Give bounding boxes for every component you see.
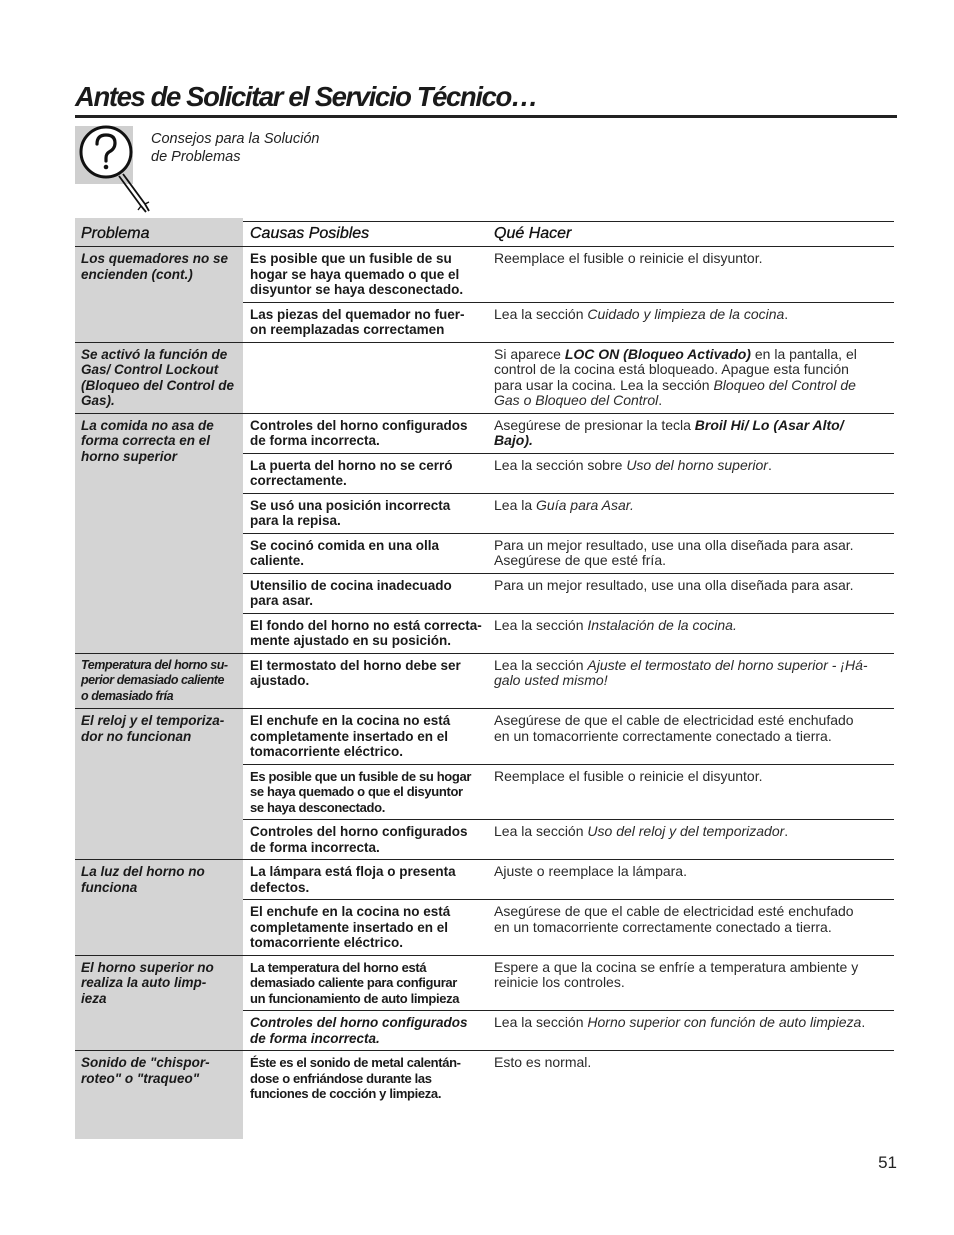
action-cell — [488, 765, 894, 820]
action-cell — [488, 614, 894, 653]
problem-text: funciona — [81, 879, 138, 895]
cause-text: se haya desconectado. — [250, 799, 385, 815]
action-cell — [488, 709, 894, 764]
cause-text: La lámpara está floja o presenta — [250, 864, 456, 879]
action-reference: Instalación de la cocina. — [587, 616, 737, 633]
action-text: Lea la — [494, 496, 537, 513]
troubleshooting-table — [75, 221, 894, 1106]
cause-text: La puerta del horno no se cerró — [250, 457, 453, 473]
action-cell — [488, 860, 894, 899]
action-text: Asegúrese de presionar la tecla — [494, 416, 695, 433]
cause-text: de forma incorrecta. — [250, 1030, 380, 1046]
problem-text: perior demasiado caliente — [81, 673, 224, 687]
cause-cell — [243, 900, 488, 955]
action-emphasis: Bajo). — [494, 432, 533, 448]
problem-text: o demasiado fría — [81, 688, 174, 703]
problem-cell — [75, 1051, 243, 1106]
action-text: Reemplace el fusible o reinicie el disyuntor. — [494, 767, 763, 784]
cause-cell — [243, 414, 488, 453]
action-line — [494, 729, 892, 745]
action-emphasis: LOC ON (Bloqueo Activado) — [564, 345, 751, 362]
problem-text: Se activó la función de — [81, 346, 228, 362]
problem-text: encienden (cont.) — [81, 266, 193, 282]
cause-text: El enchufe en la cocina no está — [250, 904, 451, 919]
cause-cell — [243, 574, 488, 613]
solution-row — [243, 900, 894, 955]
action-text: en la pantalla, el — [750, 345, 857, 362]
cause-cell — [243, 765, 488, 820]
solution-row — [243, 709, 894, 765]
solution-row — [243, 614, 894, 653]
subtitle-line: Consejos para la Solución — [151, 131, 320, 147]
cause-text: Es posible que un fusible de su hogar — [250, 768, 472, 784]
action-text: control de la cocina está bloqueado. Apague esta función — [494, 361, 849, 377]
cause-cell — [243, 820, 488, 859]
action-text: Para un mejor resultado, use una olla diseñada para asar. — [494, 576, 854, 593]
cause-text: se haya quemado o que el disyuntor — [250, 784, 463, 799]
solution-row — [243, 414, 894, 454]
problem-cell — [75, 247, 243, 342]
action-reference: galo usted mismo! — [494, 672, 608, 688]
action-text: Lea la sección — [494, 1014, 588, 1030]
cause-text: Controles del horno configurados — [250, 1015, 468, 1030]
problem-group — [75, 654, 894, 710]
action-line — [494, 362, 892, 378]
action-text: . — [658, 392, 663, 408]
solutions-list — [243, 956, 894, 1051]
action-cell — [488, 654, 894, 709]
problem-text: horno superior — [81, 448, 178, 464]
action-text: reinicie los controles. — [494, 974, 625, 990]
action-line — [494, 658, 892, 674]
action-text: . — [861, 1014, 866, 1030]
action-text: Lea la sección — [494, 656, 588, 673]
cause-cell — [243, 303, 488, 342]
problem-text: forma correcta en el — [81, 433, 211, 448]
cause-text: para la repisa. — [250, 513, 341, 528]
action-cell — [488, 343, 894, 413]
problem-text: Gas). — [81, 393, 115, 408]
action-reference: Horno superior con función de auto limpieza — [587, 1014, 862, 1030]
cause-text: Se cocinó comida en una olla — [250, 537, 440, 553]
solution-row — [243, 494, 894, 534]
problem-group — [75, 860, 894, 956]
action-line — [494, 498, 892, 514]
action-line — [494, 578, 892, 594]
cause-text: Es posible que un fusible de su — [250, 251, 452, 266]
cause-text: dose o enfriándose durante las — [250, 1070, 432, 1086]
cause-cell — [243, 247, 488, 302]
action-line — [494, 347, 892, 363]
solution-row — [243, 534, 894, 574]
action-text: Lea la sección — [494, 305, 588, 322]
problem-group — [75, 343, 894, 414]
action-line — [494, 538, 892, 554]
cause-text: caliente. — [250, 553, 305, 568]
action-reference: Bloqueo del Control de — [713, 376, 856, 393]
action-emphasis: Broil Hi/ Lo (Asar Alto/ — [694, 416, 844, 433]
action-reference: Guía para Asar. — [536, 496, 634, 513]
action-reference: Uso del reloj y del temporizador — [587, 823, 785, 839]
action-text: Si aparece — [494, 345, 565, 362]
action-text: . — [784, 305, 789, 322]
problem-text: Gas/ Control Lockout — [81, 362, 219, 377]
action-line — [494, 864, 892, 880]
solutions-list — [243, 860, 894, 955]
cause-text: completamente insertado en el — [250, 919, 449, 935]
problem-text: Sonido de "chispor- — [81, 1055, 210, 1070]
title-divider — [75, 115, 897, 118]
action-text: . — [767, 456, 772, 473]
action-cell — [488, 1051, 894, 1106]
column-header-causes: Causas Posibles — [243, 221, 488, 246]
cause-text: El enchufe en la cocina no está — [250, 713, 451, 728]
question-magnifier-icon — [75, 124, 155, 216]
problem-cell — [75, 709, 243, 859]
solution-row — [243, 247, 894, 303]
cause-text: Se usó una posición incorrecta — [250, 497, 451, 513]
action-line — [494, 307, 892, 323]
solution-row — [243, 820, 894, 859]
problem-cell — [75, 343, 243, 413]
solution-row — [243, 860, 894, 900]
action-line — [494, 418, 892, 434]
cause-text: Controles del horno configurados — [250, 417, 468, 433]
problem-text: (Bloqueo del Control de — [81, 377, 234, 393]
cause-cell — [243, 860, 488, 899]
cause-text: La temperatura del horno está — [250, 959, 427, 975]
action-text: Asegúrese de que esté fría. — [494, 552, 666, 568]
cause-text: de forma incorrecta. — [250, 839, 380, 855]
solution-row — [243, 303, 894, 342]
action-line — [494, 960, 892, 976]
cause-text: funciones de cocción y limpieza. — [250, 1086, 442, 1101]
action-line — [494, 251, 892, 267]
cause-cell — [243, 654, 488, 709]
solution-row — [243, 1051, 894, 1106]
action-text: para usar la cocina. Lea la sección — [494, 376, 714, 393]
problem-cell — [75, 860, 243, 955]
action-reference: Ajuste el termostato del horno superior - ¡Há- — [587, 656, 868, 673]
solutions-list — [243, 343, 894, 413]
problem-text: Temperatura del horno su- — [81, 657, 228, 672]
action-text: Para un mejor resultado, use una olla diseñada para asar. — [494, 536, 854, 553]
action-text: Lea la sección — [494, 616, 588, 633]
action-cell — [488, 303, 894, 342]
cause-text: ajustado. — [250, 673, 310, 688]
problem-text: La comida no asa de — [81, 417, 214, 433]
solutions-list — [243, 1051, 894, 1106]
action-reference: Cuidado y limpieza de la cocina — [587, 305, 785, 322]
action-line — [494, 433, 892, 449]
cause-text: Éste es el sonido de metal calentán- — [250, 1055, 461, 1070]
cause-text: completamente insertado en el — [250, 728, 449, 744]
solution-row — [243, 574, 894, 614]
cause-text: defectos. — [250, 879, 310, 895]
action-cell — [488, 534, 894, 573]
cause-text: tomacorriente eléctrico. — [250, 744, 404, 759]
action-line — [494, 904, 892, 920]
action-text: Espere a que la cocina se enfríe a temperatura ambiente y — [494, 958, 859, 975]
action-line — [494, 975, 892, 991]
action-text: Asegúrese de que el cable de electricidad esté enchufado — [494, 712, 854, 728]
problem-text: ieza — [81, 990, 107, 1006]
cause-cell — [243, 1011, 488, 1050]
action-cell — [488, 414, 894, 453]
problem-text: Los quemadores no se — [81, 251, 229, 266]
subtitle-line: de Problemas — [151, 149, 241, 165]
solution-row — [243, 343, 894, 413]
cause-text: para asar. — [250, 593, 314, 608]
column-header-problem: Problema — [81, 225, 150, 242]
cause-cell — [243, 1051, 488, 1106]
cause-text: disyuntor se haya desconectado. — [250, 282, 464, 297]
cause-cell — [243, 494, 488, 533]
solution-row — [243, 654, 894, 709]
solutions-list — [243, 247, 894, 342]
cause-cell — [243, 614, 488, 653]
problem-cell — [75, 414, 243, 653]
cause-text: Las piezas del quemador no fuer- — [250, 306, 465, 322]
solution-row — [243, 1011, 894, 1050]
action-line — [494, 393, 892, 409]
action-text: Esto es normal. — [494, 1054, 592, 1070]
cause-cell — [243, 454, 488, 493]
solutions-list — [243, 654, 894, 709]
cause-cell — [243, 956, 488, 1011]
cause-text: Controles del horno configurados — [250, 824, 468, 839]
action-cell — [488, 820, 894, 859]
action-reference: Uso del horno superior — [626, 456, 768, 473]
action-text: en un tomacorriente correctamente conectado a tierra. — [494, 918, 832, 935]
cause-text: tomacorriente eléctrico. — [250, 935, 404, 950]
cause-cell — [243, 534, 488, 573]
action-reference: Gas o Bloqueo del Control — [494, 392, 659, 408]
problem-text: La luz del horno no — [81, 864, 205, 879]
problem-group — [75, 1051, 894, 1106]
solutions-list — [243, 709, 894, 859]
action-text: . — [784, 823, 789, 839]
action-line — [494, 824, 892, 840]
page-title: Antes de Solicitar el Servicio Técnico… — [75, 81, 537, 112]
problem-text: El horno superior no — [81, 959, 214, 975]
cause-text: on reemplazadas correctamen — [250, 322, 445, 337]
problem-text: realiza la auto limp- — [81, 975, 207, 990]
cause-text: un funcionamiento de auto limpieza — [250, 990, 460, 1006]
action-cell — [488, 956, 894, 1011]
problem-group — [75, 956, 894, 1052]
action-text: Lea la sección — [494, 823, 588, 839]
action-line — [494, 713, 892, 729]
action-text: Reemplace el fusible o reinicie el disyuntor. — [494, 250, 763, 266]
problem-group — [75, 709, 894, 860]
problem-text: El reloj y el temporiza- — [81, 713, 225, 728]
action-line — [494, 1015, 892, 1031]
solution-row — [243, 765, 894, 821]
action-line — [494, 458, 892, 474]
cause-cell — [243, 709, 488, 764]
problem-cell — [75, 956, 243, 1051]
action-line — [494, 920, 892, 936]
cause-text: correctamente. — [250, 473, 347, 488]
action-line — [494, 673, 892, 689]
action-text: en un tomacorriente correctamente conectado a tierra. — [494, 727, 832, 744]
problem-group — [75, 414, 894, 654]
problem-text: dor no funcionan — [81, 728, 192, 744]
action-line — [494, 378, 892, 394]
cause-cell — [243, 343, 488, 413]
cause-text: de forma incorrecta. — [250, 433, 380, 448]
cause-text: hogar se haya quemado o que el — [250, 266, 460, 282]
problem-text: roteo" o "traqueo" — [81, 1070, 200, 1086]
cause-text: Utensilio de cocina inadecuado — [250, 577, 452, 593]
cause-text: El termostato del horno debe ser — [250, 657, 461, 673]
table-header — [75, 221, 894, 247]
table-body — [75, 247, 894, 1106]
action-line — [494, 769, 892, 785]
section-subtitle — [151, 130, 319, 166]
action-text: Lea la sección sobre — [494, 456, 627, 473]
cause-text: demasiado caliente para configurar — [250, 975, 458, 990]
cause-text: El fondo del horno no está correcta- — [250, 617, 482, 633]
action-cell — [488, 454, 894, 493]
action-cell — [488, 1011, 894, 1050]
problem-cell — [75, 654, 243, 709]
solutions-list — [243, 414, 894, 653]
action-text: Asegúrese de que el cable de electricidad esté enchufado — [494, 903, 854, 919]
page-number: 51 — [878, 1153, 897, 1172]
action-cell — [488, 494, 894, 533]
action-line — [494, 553, 892, 569]
action-text: Ajuste o reemplace la lámpara. — [494, 863, 687, 879]
cause-text: mente ajustado en su posición. — [250, 633, 452, 648]
column-header-actions: Qué Hacer — [488, 221, 894, 246]
action-cell — [488, 574, 894, 613]
solution-row — [243, 454, 894, 494]
action-line — [494, 618, 892, 634]
action-cell — [488, 247, 894, 302]
problem-group — [75, 247, 894, 343]
action-line — [494, 1055, 892, 1071]
action-cell — [488, 900, 894, 955]
solution-row — [243, 956, 894, 1012]
